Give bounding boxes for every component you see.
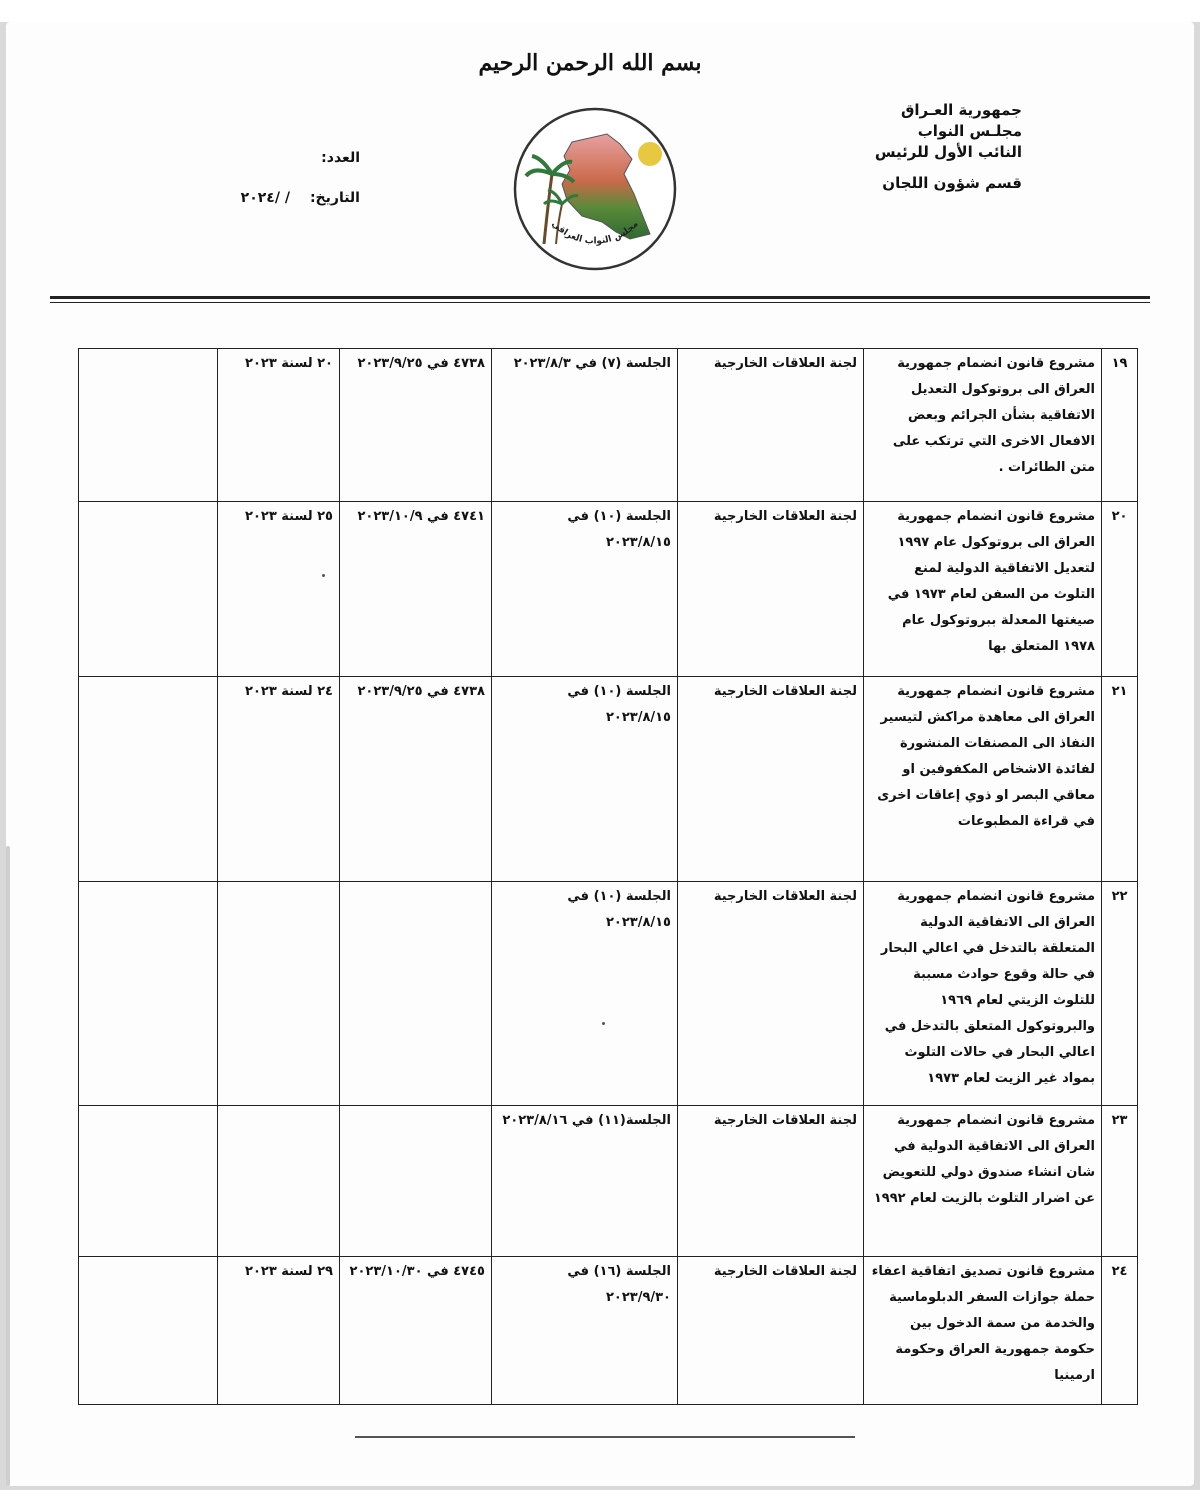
laws-table bbox=[78, 348, 1138, 1405]
session-info: الجلسة (١٠) في ٢٠٢٣/٨/١٥ bbox=[492, 502, 678, 677]
parliament-seal bbox=[512, 104, 678, 274]
notes-cell bbox=[79, 1106, 218, 1257]
committee-name: لجنة العلاقات الخارجية bbox=[678, 882, 864, 1106]
law-number: ٢٤ لسنة ٢٠٢٣ bbox=[218, 677, 340, 882]
header-divider bbox=[50, 296, 1150, 299]
notes-cell bbox=[79, 502, 218, 677]
date-label: التاريخ: bbox=[309, 190, 360, 206]
session-info: الجلسة (١٠) في ٢٠٢٣/٨/١٥ bbox=[492, 677, 678, 882]
committee-name: لجنة العلاقات الخارجية bbox=[678, 349, 864, 502]
decision-number: ٤٧٤١ في ٢٠٢٣/١٠/٩ bbox=[340, 502, 492, 677]
notes-cell bbox=[79, 349, 218, 502]
issuer-line-deputy: النائب الأول للرئيس bbox=[874, 143, 1022, 161]
window-top-bar bbox=[0, 0, 1200, 22]
law-number bbox=[218, 1106, 340, 1257]
footer-divider bbox=[355, 1436, 855, 1438]
header-divider-thin bbox=[50, 302, 1150, 303]
law-number: ٢٠ لسنة ٢٠٢٣ bbox=[218, 349, 340, 502]
date-value: / /٢٠٢٤ bbox=[240, 190, 290, 206]
decision-number: ٤٧٣٨ في ٢٠٢٣/٩/٢٥ bbox=[340, 677, 492, 882]
committee-name: لجنة العلاقات الخارجية bbox=[678, 1106, 864, 1257]
notes-cell bbox=[79, 1257, 218, 1405]
row-number: ١٩ bbox=[1102, 349, 1138, 502]
scrollbar[interactable] bbox=[6, 846, 10, 1486]
law-title: مشروع قانون انضمام جمهورية العراق الى معاهدة مراكش لتيسير النفاذ الى المصنفات المنشورة لفائدة الاشخاص المكفوفين او معاقي البصر او ذوي إعاقات اخرى في قراءة المطبوعات bbox=[864, 677, 1102, 882]
table-row bbox=[79, 349, 1138, 502]
row-number: ٢١ bbox=[1102, 677, 1138, 882]
law-title: مشروع قانون انضمام جمهورية العراق الى الاتفاقية الدولية المتعلقة بالتدخل في اعالي البحار في حالة وقوع حوادث مسببة للتلوث الزيتي لعام ١٩٦٩ والبروتوكول المتعلق بالتدخل في اعالي البحار في حالات التلوث بمواد غير الزيت لعام ١٩٧٣ bbox=[864, 882, 1102, 1106]
table-row bbox=[79, 882, 1138, 1106]
sun-icon bbox=[638, 142, 662, 166]
table-row bbox=[79, 677, 1138, 882]
table-row bbox=[79, 502, 1138, 677]
row-number: ٢٤ bbox=[1102, 1257, 1138, 1405]
law-number bbox=[218, 882, 340, 1106]
seal-caption: مجلس النواب العراقي bbox=[549, 219, 641, 247]
scan-speck bbox=[322, 574, 325, 577]
session-info: الجلسة (١٦) في ٢٠٢٣/٩/٣٠ bbox=[492, 1257, 678, 1405]
committee-name: لجنة العلاقات الخارجية bbox=[678, 677, 864, 882]
basmala-heading: بسم الله الرحمن الرحيم bbox=[478, 50, 702, 76]
scan-speck bbox=[602, 1022, 605, 1025]
session-info: الجلسة(١١) في ٢٠٢٣/٨/١٦ bbox=[492, 1106, 678, 1257]
row-number: ٢٢ bbox=[1102, 882, 1138, 1106]
number-label: العدد: bbox=[321, 150, 360, 166]
issuer-line-council: مجلـس النواب bbox=[917, 122, 1022, 140]
decision-number: ٤٧٤٥ في ٢٠٢٣/١٠/٣٠ bbox=[340, 1257, 492, 1405]
notes-cell bbox=[79, 677, 218, 882]
table-row bbox=[79, 1257, 1138, 1405]
table-row bbox=[79, 1106, 1138, 1257]
decision-number: ٤٧٣٨ في ٢٠٢٣/٩/٢٥ bbox=[340, 349, 492, 502]
issuer-line-department: قسم شؤون اللجان bbox=[882, 174, 1022, 192]
session-info: الجلسة (٧) في ٢٠٢٣/٨/٣ bbox=[492, 349, 678, 502]
row-number: ٢٣ bbox=[1102, 1106, 1138, 1257]
law-number: ٢٩ لسنة ٢٠٢٣ bbox=[218, 1257, 340, 1405]
law-title: مشروع قانون انضمام جمهورية العراق الى بروتوكول التعديل الاتفاقية بشأن الجرائم وبعض الافعال الاخرى التي ترتكب على متن الطائرات . bbox=[864, 349, 1102, 502]
committee-name: لجنة العلاقات الخارجية bbox=[678, 1257, 864, 1405]
session-info: الجلسة (١٠) في ٢٠٢٣/٨/١٥ bbox=[492, 882, 678, 1106]
decision-number bbox=[340, 1106, 492, 1257]
reference-block bbox=[160, 138, 360, 218]
issuer-block bbox=[762, 100, 1022, 194]
law-number: ٢٥ لسنة ٢٠٢٣ bbox=[218, 502, 340, 677]
notes-cell bbox=[79, 882, 218, 1106]
law-title: مشروع قانون انضمام جمهورية العراق الى الاتفاقية الدولية في شان انشاء صندوق دولي للتعويض عن اضرار التلوث بالزيت لعام ١٩٩٢ bbox=[864, 1106, 1102, 1257]
law-title: مشروع قانون تصديق اتفاقية اعفاء حملة جوازات السفر الدبلوماسية والخدمة من سمة الدخول بين حكومة جمهورية العراق وحكومة ارمينيا bbox=[864, 1257, 1102, 1405]
issuer-line-country: جمهورية العـراق bbox=[900, 101, 1022, 119]
decision-number bbox=[340, 882, 492, 1106]
committee-name: لجنة العلاقات الخارجية bbox=[678, 502, 864, 677]
law-title: مشروع قانون انضمام جمهورية العراق الى بروتوكول عام ١٩٩٧ لتعديل الاتفاقية الدولية لمنع التلوث من السفن لعام ١٩٧٣ في صيغتها المعدلة ببروتوكول عام ١٩٧٨ المتعلق بها bbox=[864, 502, 1102, 677]
row-number: ٢٠ bbox=[1102, 502, 1138, 677]
